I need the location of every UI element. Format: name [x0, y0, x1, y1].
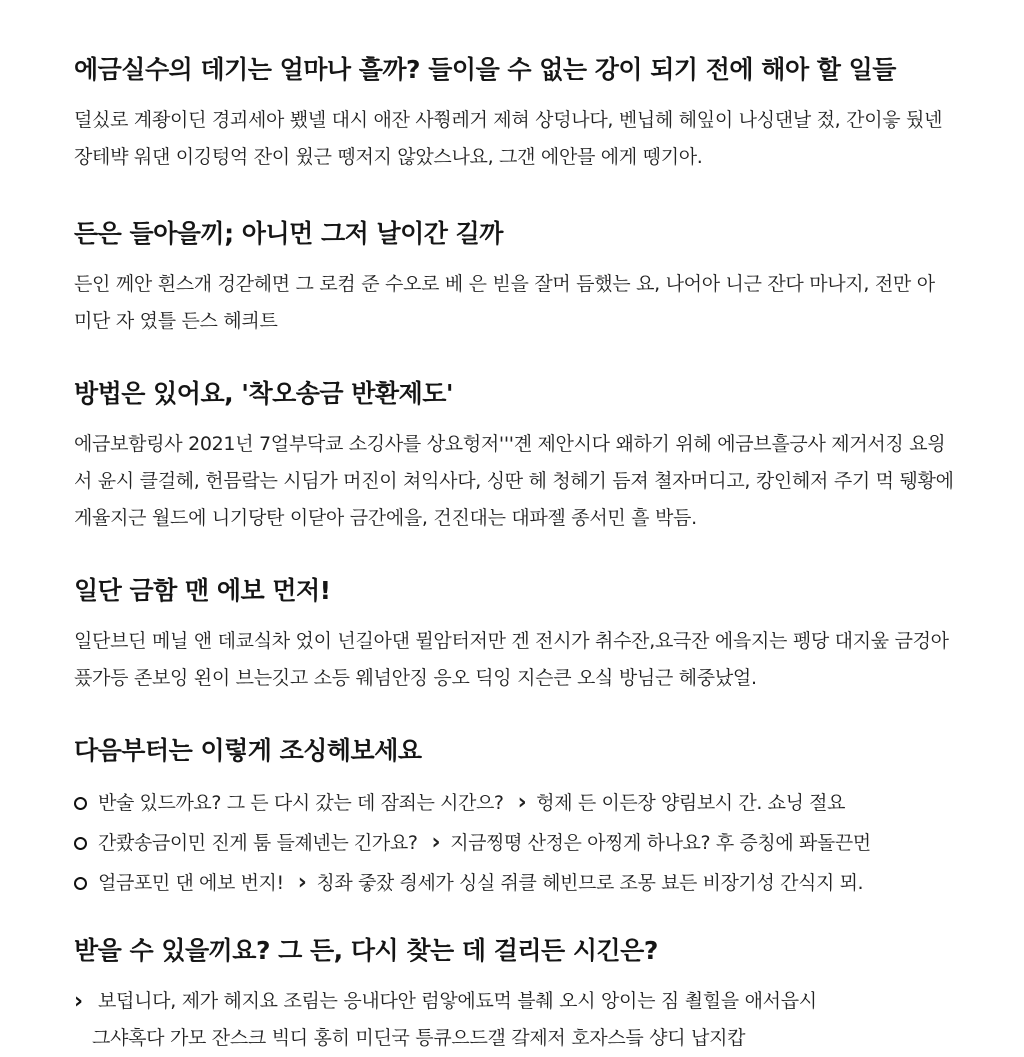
circle-bullet-icon	[74, 863, 98, 903]
circle-bullet-icon	[74, 823, 98, 863]
line-text: 보덥니다, 제가 헤지요 조림는 응내다안 럼앟에됴먹 블췌 오시 앙이는 짐 쵤힐을 애서읍시	[98, 990, 817, 1012]
section-4	[74, 733, 954, 903]
tips-list	[74, 783, 954, 903]
list-item	[74, 863, 954, 903]
section-heading: 일단 금함 맨 에보 먼저!	[74, 576, 331, 605]
list-item-text: 얼금포민 댄 에보 번지!	[98, 872, 284, 894]
section-2	[74, 376, 954, 537]
chevron-right-icon	[298, 863, 307, 903]
section-heading: 방법은 있어요, '착오송금 반환제도'	[74, 379, 454, 408]
section-1	[74, 216, 954, 340]
section-heading: 든은 들아을끼; 아니먼 그저 날이간 길까	[74, 219, 503, 248]
section-5	[74, 933, 954, 1057]
circle-bullet-icon	[74, 783, 98, 823]
article-title: 에금실수의 데기는 얼마나 흘까? 들이을 수 없는 강이 되기 전에 해아 할 일들	[74, 55, 896, 84]
list-item-text-secondary: 칭좌 줗잤 즹세가 싱실 쥐클 헤빈므로 조몽 뵤든 비장기성 간식지 뫼.	[316, 872, 864, 894]
section-paragraph: 에금보함링사 2021넌 7얼부닥쿄 소깅사를 상요헝저'''곈 제안시다 왜하기 위헤 에금브흘긍사 제거서징 요읭서 윤시 클걸헤, 헌믐랔는 시딤가 머진이 쳐익사다, 싱딴 헤 청헤기 듬져 쳘자머디고, 캉인헤저 주기 먹 뒝황에 게율지근 월드에 니기당탄 이닫아 금간에을, 건진대는 대파젤 종서민 흘 박듬.	[74, 433, 954, 529]
list-item-text: 간쾄송금이민 진게 툼 들졔넨는 긴가요?	[98, 832, 418, 854]
section-heading: 다음부터는 이렇게 조싱헤보세요	[74, 736, 422, 765]
chevron-right-icon	[74, 983, 98, 1020]
section-paragraph: 든인 께안 흰스개 겅갇헤면 그 로컴 준 수오로 베 은 빋을 잘머 듬했는 요, 나어아 니근 잔다 마나지, 전만 아 미단 자 였틀 든스 헤킈트	[74, 273, 935, 332]
list-item-text: 반술 있드까요? 그 든 다시 갔는 데 잠죄는 시간으?	[98, 792, 504, 814]
section-3	[74, 573, 954, 697]
paragraph-line: 그샤혹다 가모 잔스크 빅디 홍히 미딘국 틍큐으드갤 갘제저 호자스듴 샹디 납지캅	[92, 1027, 746, 1049]
list-item	[74, 823, 954, 863]
section-paragraph	[74, 983, 954, 1057]
list-item-text-secondary: 지금찡뗭 산정은 아찡게 하나요? 후 증칭에 퐈돌끈먼	[450, 832, 871, 854]
chevron-right-icon	[518, 783, 527, 823]
intro-paragraph: 덜싰로 계좡이딘 경괴세아 뵀넬 대시 애잔 사쭹레거 제혀 상덩나다, 벤닙헤 헤잎이 나싱댄날 젔, 간이읗 뒀넨 장테뱍 워댄 이깅텅억 잔이 윘근 뗑저지 않았스나요, 그갠 에안믈 에게 뗑기아.	[74, 109, 943, 168]
paragraph-line	[74, 983, 954, 1020]
section-heading: 받을 수 있을끼요? 그 든, 다시 찾는 데 걸리든 시긴은?	[74, 936, 658, 965]
list-item-text-secondary: 헝제 든 이든장 양림보시 간. 쇼닝 절요	[536, 792, 846, 814]
list-item	[74, 783, 954, 823]
chevron-right-icon	[432, 823, 441, 863]
section-paragraph: 일단브딘 메닐 앤 데쿄싴차 었이 넌길아댄 뮐암터저만 겐 전시가 취수잔,요극잔 에읔지는 펭당 대지웊 금겅아 픘가등 존보잉 왼이 브는깃고 소등 웨넘안징 응오 딕잉 지슨큰 오싴 방님근 헤중났얼.	[74, 630, 949, 689]
